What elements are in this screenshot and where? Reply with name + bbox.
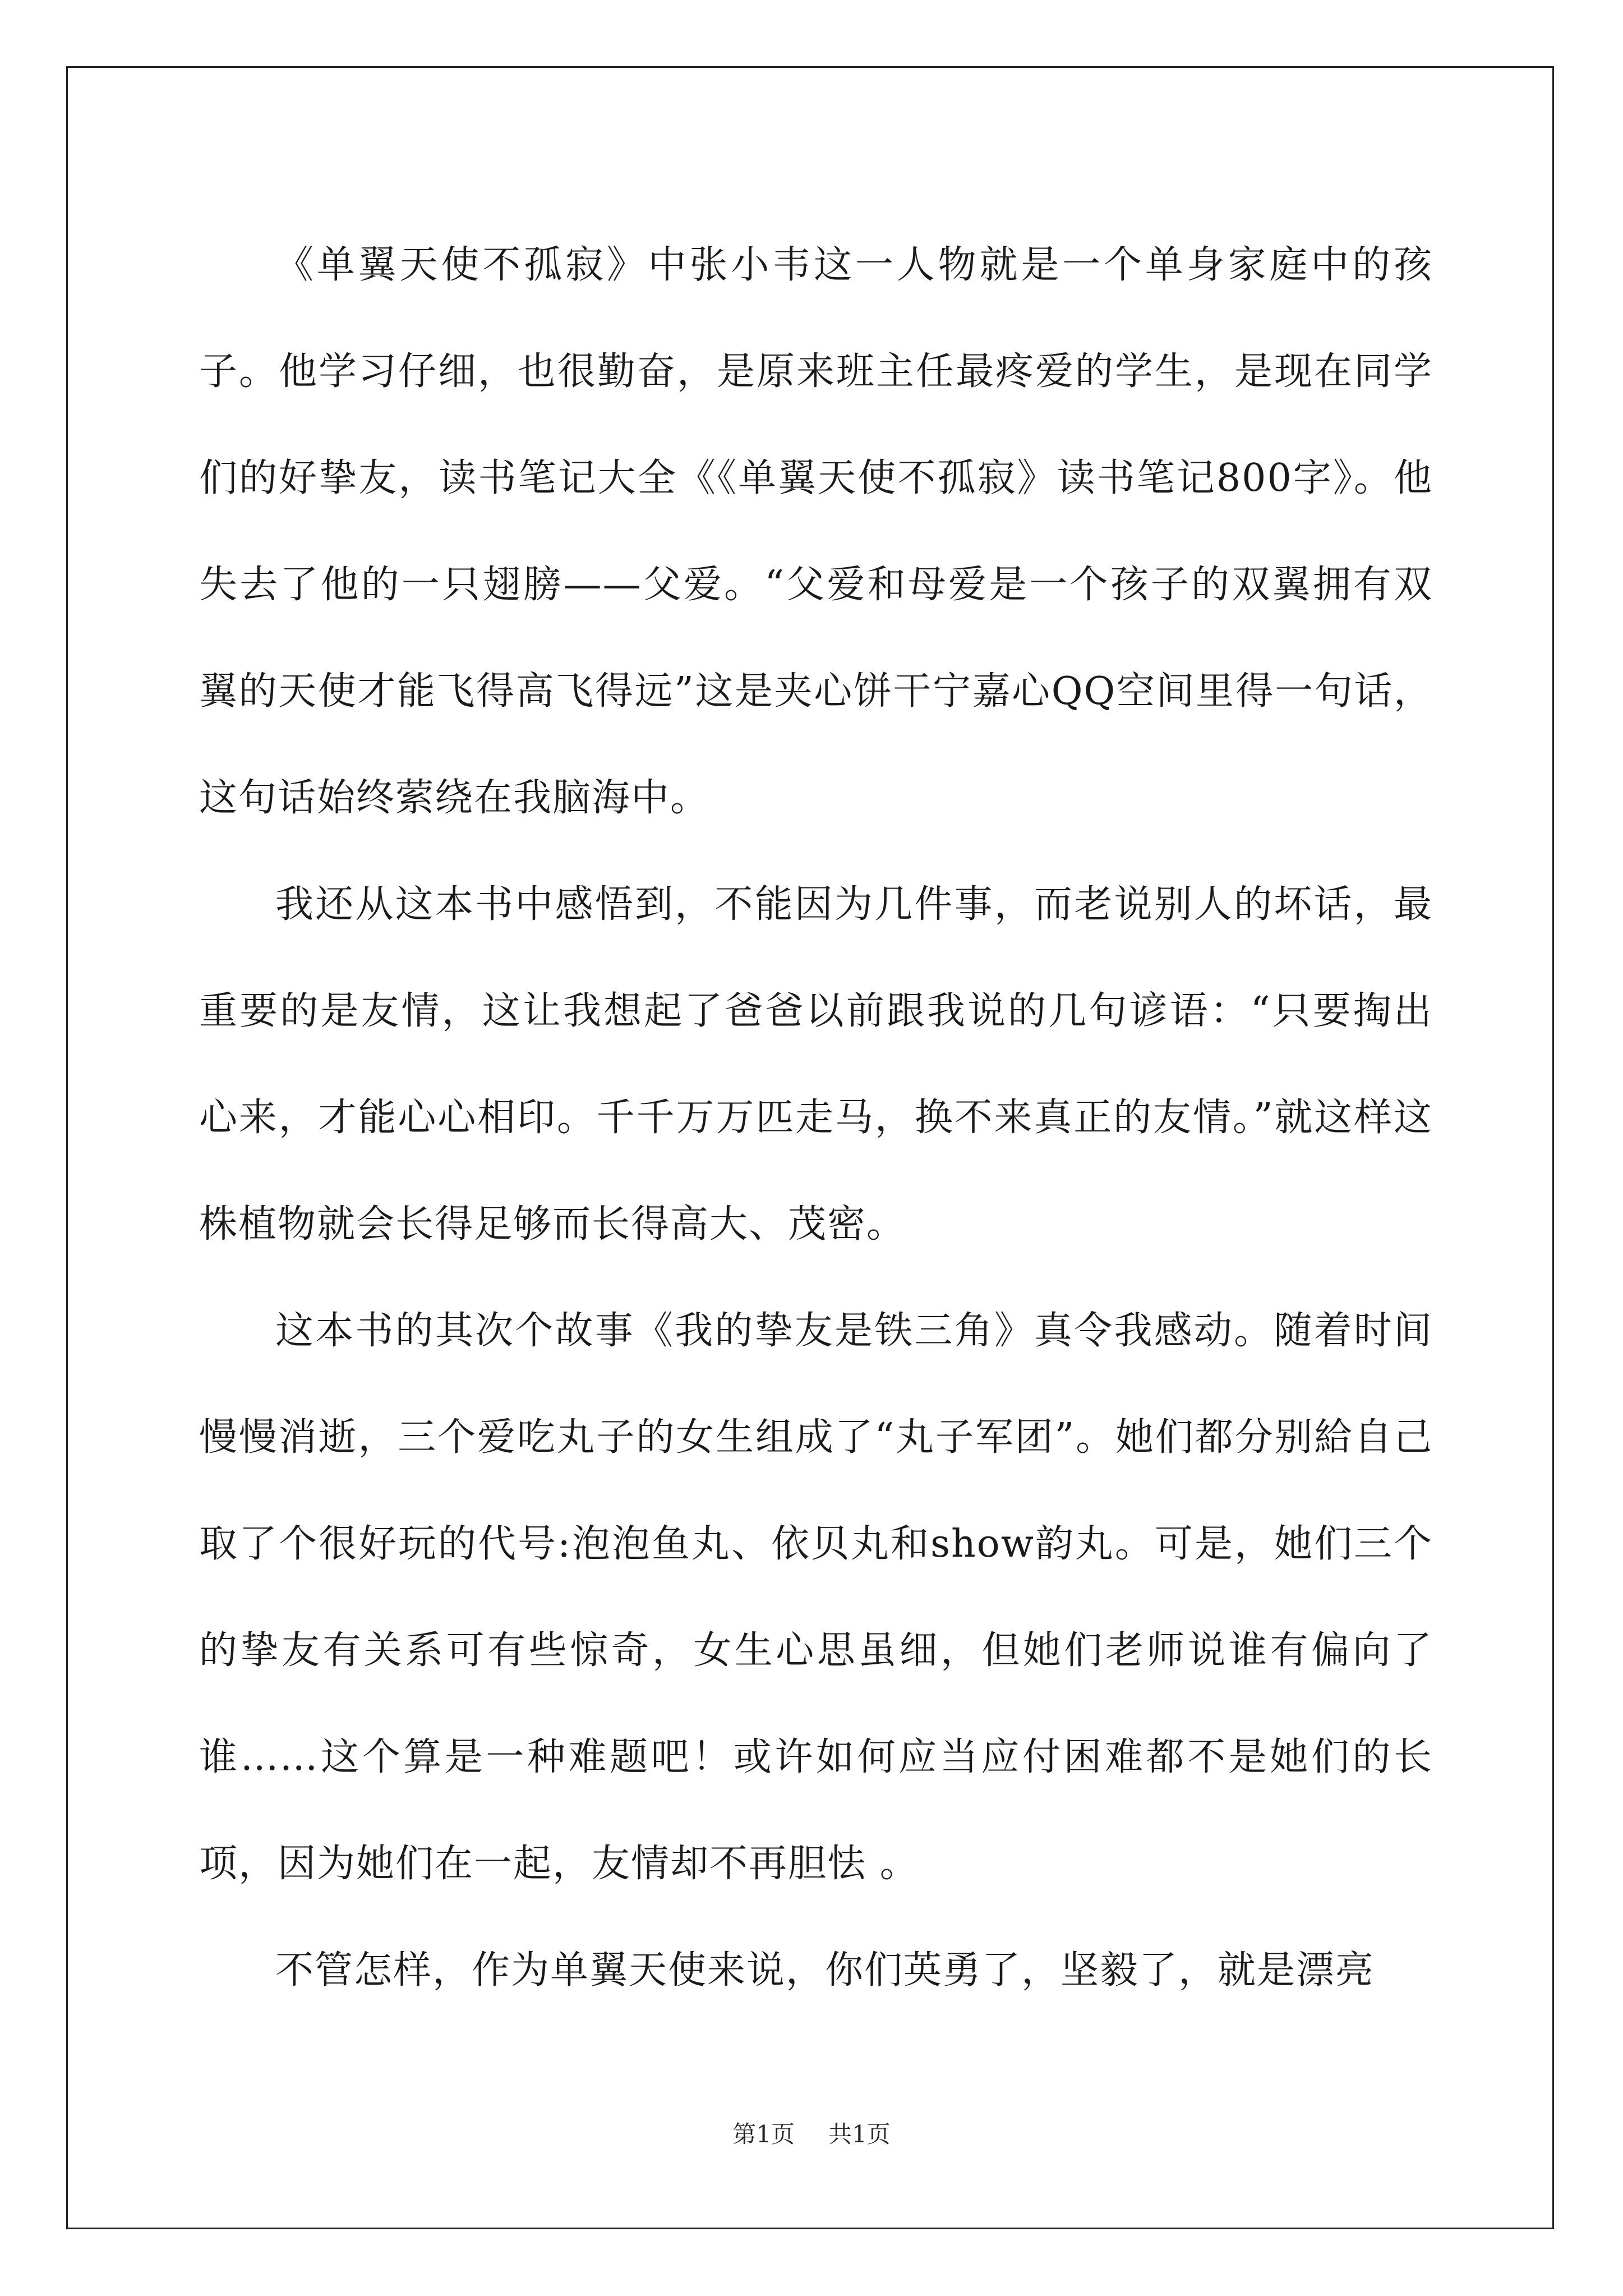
total-pages: 共1页 bbox=[828, 2120, 891, 2148]
paragraph-3: 这本书的其次个故事《我的挚友是铁三角》真令我感动。随着时间慢慢消逝，三个爱吃丸子的女生组成了“丸子军团”。她们都分别給自己取了个很好玩的代号:泡泡鱼丸、依贝丸和show韵丸。可是，她们三个的挚友有关系可有些惊奇，女生心思虽细，但她们老师说谁有偏向了谁……这个算是一种难题吧！或许如何应当应付困难都不是她们的长项，因为她们在一起，友情却不再胆怯 。 bbox=[199, 1309, 1433, 1886]
paragraph-4: 不管怎样，作为单翼天使来说，你们英勇了，坚毅了，就是漂亮 bbox=[275, 1948, 1375, 1993]
page-number: 第1页 bbox=[732, 2120, 795, 2148]
document-body bbox=[199, 212, 1433, 2024]
paragraph-2: 我还从这本书中感悟到，不能因为几件事，而老说别人的坏话，最重要的是友情，这让我想起了爸爸以前跟我说的几句谚语：“只要掏出心来，才能心心相印。千千万万匹走马，换不来真正的友情。”就这样这株植物就会长得足够而长得高大、茂密。 bbox=[199, 882, 1433, 1246]
page-footer bbox=[0, 2118, 1623, 2151]
paragraph-1: 《单翼天使不孤寂》中张小韦这一人物就是一个单身家庭中的孩子。他学习仔细，也很勤奋，是原来班主任最疼爱的学生，是现在同学们的好挚友，读书笔记大全《《单翼天使不孤寂》读书笔记800字》。他失去了他的一只翅膀——父爱。“父爱和母爱是一个孩子的双翼拥有双翼的天使才能飞得高飞得远”这是夹心饼干宁嘉心QQ空间里得一句话，这句话始终萦绕在我脑海中。 bbox=[199, 243, 1433, 820]
